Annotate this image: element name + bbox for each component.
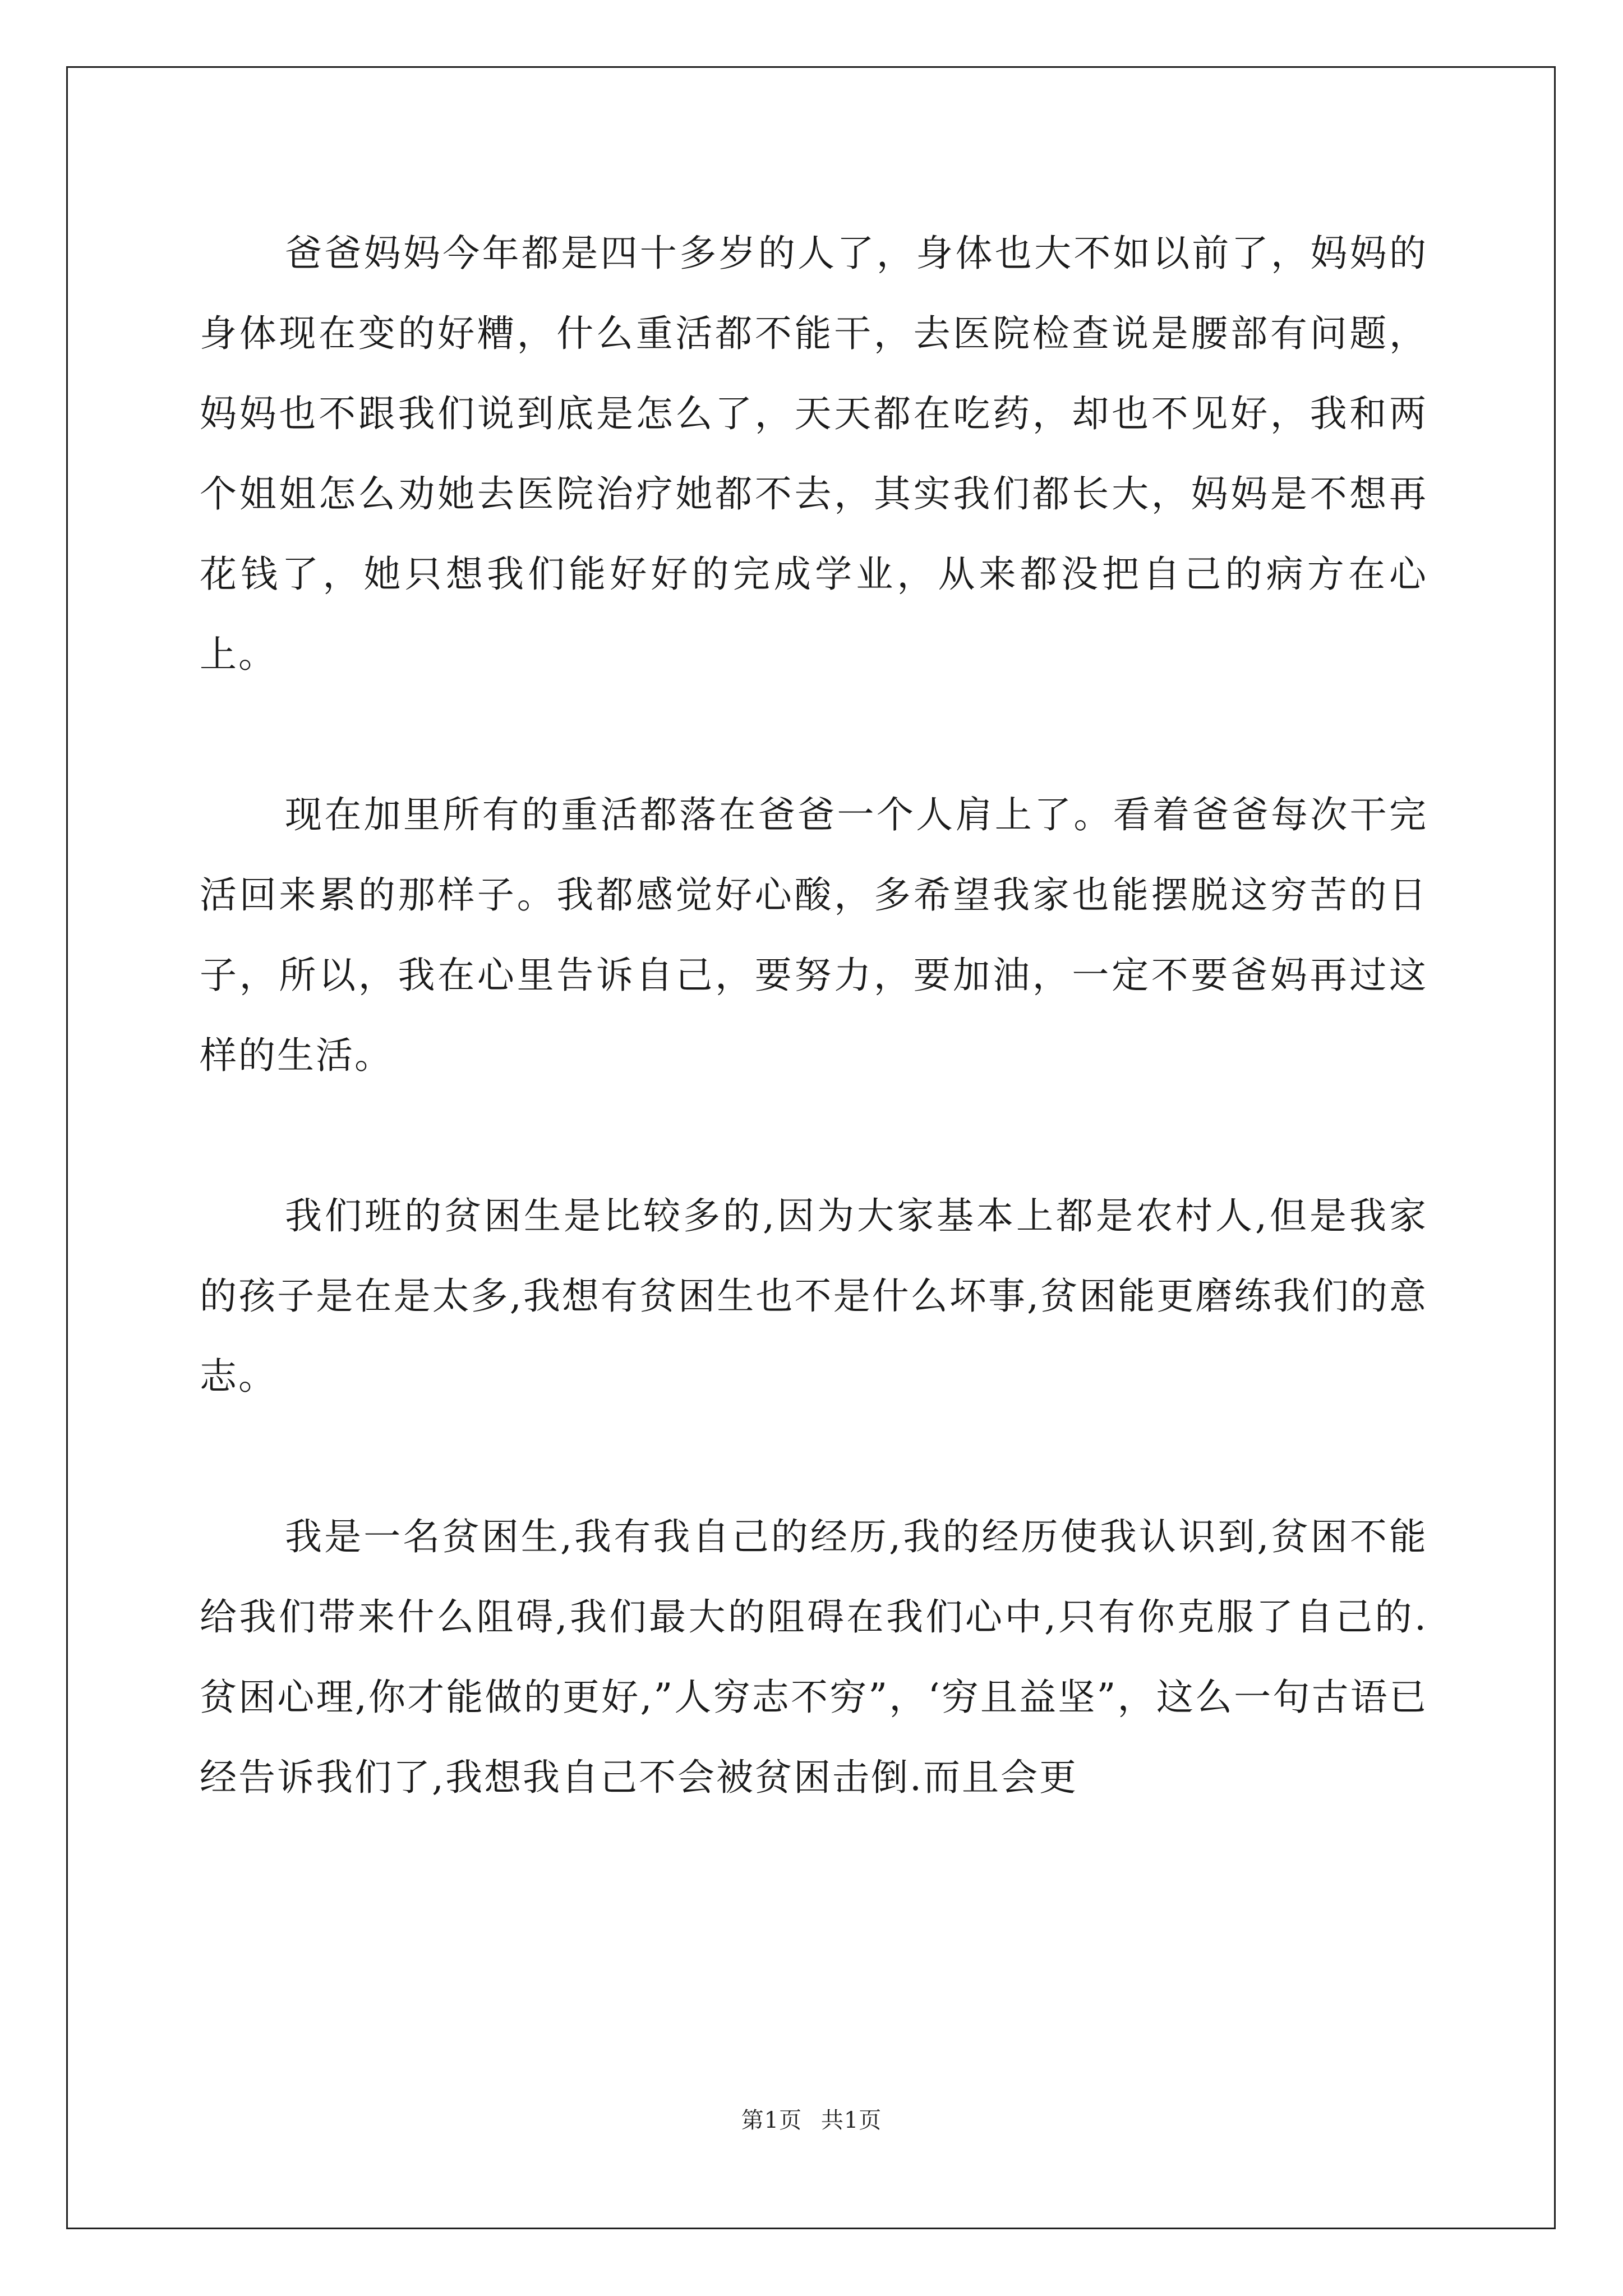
page-total: 共1页 bbox=[820, 2108, 882, 2133]
paragraph: 我们班的贫困生是比较多的,因为大家基本上都是农村人,但是我家的孩子是在是太多,我想有贫困生也不是什么坏事,贫困能更磨练我们的意志。 bbox=[200, 1194, 1428, 1398]
document-body bbox=[200, 213, 1428, 1818]
paragraph: 现在加里所有的重活都落在爸爸一个人肩上了。看着爸爸每次干完活回来累的那样子。我都感觉好心酸，多希望我家也能摆脱这穷苦的日子，所以，我在心里告诉自己，要努力，要加油，一定不要爸妈再过这样的生活。 bbox=[200, 793, 1428, 1077]
page-footer bbox=[0, 2102, 1623, 2134]
paragraph: 爸爸妈妈今年都是四十多岁的人了，身体也大不如以前了，妈妈的身体现在变的好糟，什么重活都不能干，去医院检查说是腰部有问题，妈妈也不跟我们说到底是怎么了，天天都在吃药，却也不见好，我和两个姐姐怎么劝她去医院治疗她都不去，其实我们都长大，妈妈是不想再花钱了，她只想我们能好好的完成学业，从来都没把自己的病方在心上。 bbox=[200, 232, 1428, 676]
paragraph: 我是一名贫困生,我有我自己的经历,我的经历使我认识到,贫困不能给我们带来什么阻碍,我们最大的阻碍在我们心中,只有你克服了自己的.贫困心理,你才能做的更好,”人穷志不穷”，‘穷且益坚”，这么一句古语已经告诉我们了,我想我自己不会被贫困击倒.而且会更 bbox=[200, 1515, 1428, 1799]
page-number: 第1页 bbox=[741, 2108, 803, 2133]
